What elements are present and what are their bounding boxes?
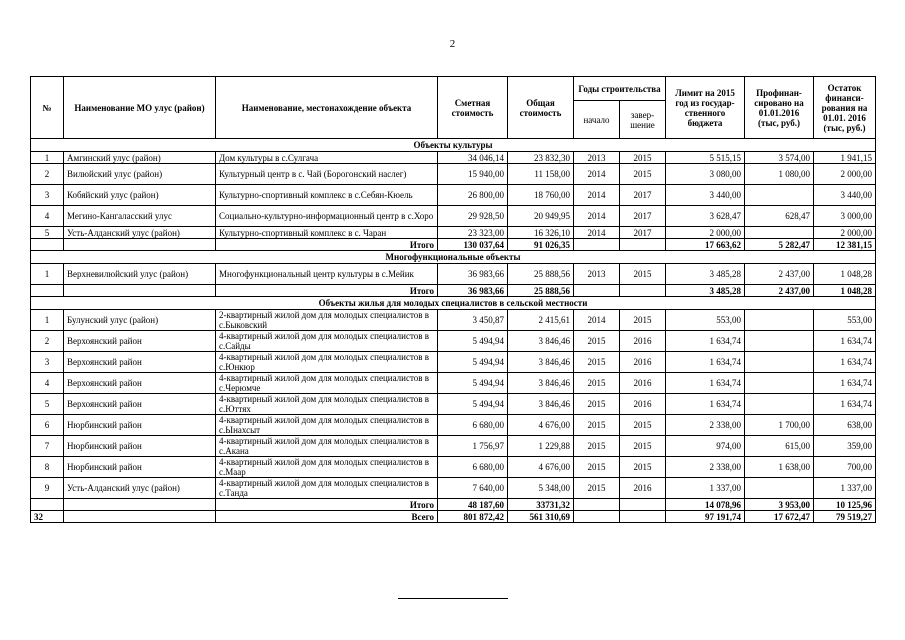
total-remainder: 10 125,96 <box>814 499 876 511</box>
row-mo: Верхоянский район <box>64 331 216 352</box>
row-prefinanced <box>745 478 814 499</box>
total-blank <box>31 239 64 251</box>
row-object: Культурно-спортивный комплекс в с. Чаран <box>216 227 438 239</box>
row-limit: 1 634,74 <box>666 394 745 415</box>
header-estimate: Сметная стоимость <box>438 77 508 139</box>
row-end-year: 2016 <box>620 331 666 352</box>
row-total-cost: 3 846,46 <box>508 352 574 373</box>
row-mo: Верхоянский район <box>64 373 216 394</box>
total-blank <box>64 499 216 511</box>
row-mo: Усть-Алданский улус (район) <box>64 478 216 499</box>
row-object: 4-квартирный жилой дом для молодых специалистов в с.Юттях <box>216 394 438 415</box>
header-end: завер-шение <box>620 101 666 139</box>
row-limit: 3 080,00 <box>666 164 745 185</box>
total-blank <box>620 511 666 523</box>
row-object: 4-квартирный жилой дом для молодых специалистов в с.Юнкюр <box>216 352 438 373</box>
row-remainder: 1 634,74 <box>814 394 876 415</box>
row-object: Многофункциональный центр культуры в с.Мейик <box>216 264 438 285</box>
row-total-cost: 11 158,00 <box>508 164 574 185</box>
row-prefinanced <box>745 310 814 331</box>
header-prefinanced: Профинан-сировано на 01.01.2016 (тыс, руб.) <box>745 77 814 139</box>
total-cost: 33731,32 <box>508 499 574 511</box>
total-limit: 14 078,96 <box>666 499 745 511</box>
total-blank <box>31 499 64 511</box>
grand-total-cost: 561 310,69 <box>508 511 574 523</box>
total-limit: 17 663,62 <box>666 239 745 251</box>
row-end-year: 2015 <box>620 264 666 285</box>
row-limit: 5 515,15 <box>666 152 745 164</box>
row-estimate: 7 640,00 <box>438 478 508 499</box>
row-mo: Булунский улус (район) <box>64 310 216 331</box>
total-blank <box>31 285 64 297</box>
header-total-cost: Общая стоимость <box>508 77 574 139</box>
row-estimate: 15 940,00 <box>438 164 508 185</box>
table-row <box>31 206 876 227</box>
grand-total-row <box>31 511 876 523</box>
table-row <box>31 478 876 499</box>
total-estimate: 36 983,66 <box>438 285 508 297</box>
total-remainder: 12 381,15 <box>814 239 876 251</box>
total-cost: 25 888,56 <box>508 285 574 297</box>
row-total-cost: 23 832,30 <box>508 152 574 164</box>
row-number: 9 <box>31 478 64 499</box>
row-start-year: 2014 <box>574 310 620 331</box>
row-mo: Кобяйский улус (район) <box>64 185 216 206</box>
row-end-year: 2017 <box>620 206 666 227</box>
grand-total-estimate: 801 872,42 <box>438 511 508 523</box>
row-estimate: 34 046,14 <box>438 152 508 164</box>
row-total-cost: 3 846,46 <box>508 331 574 352</box>
grand-total-label: Всего <box>216 511 438 523</box>
row-total-cost: 1 229,88 <box>508 436 574 457</box>
row-start-year: 2014 <box>574 206 620 227</box>
row-remainder: 1 634,74 <box>814 331 876 352</box>
row-start-year: 2014 <box>574 227 620 239</box>
row-prefinanced <box>745 227 814 239</box>
row-remainder: 638,00 <box>814 415 876 436</box>
row-limit: 1 337,00 <box>666 478 745 499</box>
row-prefinanced: 3 574,00 <box>745 152 814 164</box>
row-start-year: 2015 <box>574 457 620 478</box>
grand-total-remainder: 79 519,27 <box>814 511 876 523</box>
row-number: 2 <box>31 331 64 352</box>
row-object: 4-квартирный жилой дом для молодых специалистов в с.Акана <box>216 436 438 457</box>
row-total-cost: 4 676,00 <box>508 415 574 436</box>
row-number: 3 <box>31 185 64 206</box>
row-start-year: 2014 <box>574 185 620 206</box>
row-end-year: 2015 <box>620 152 666 164</box>
row-number: 1 <box>31 310 64 331</box>
row-object: 4-квартирный жилой дом для молодых специалистов в с.Сайды <box>216 331 438 352</box>
section-title-row <box>31 251 876 264</box>
row-total-cost: 5 348,00 <box>508 478 574 499</box>
total-cost: 91 026,35 <box>508 239 574 251</box>
row-start-year: 2015 <box>574 352 620 373</box>
total-label: Итого <box>216 239 438 251</box>
row-estimate: 36 983,66 <box>438 264 508 285</box>
row-remainder: 553,00 <box>814 310 876 331</box>
row-estimate: 6 680,00 <box>438 457 508 478</box>
total-prefinanced: 5 282,47 <box>745 239 814 251</box>
page-number: 2 <box>449 38 456 50</box>
total-prefinanced: 3 953,00 <box>745 499 814 511</box>
financing-table <box>30 76 876 523</box>
row-estimate: 1 756,97 <box>438 436 508 457</box>
row-estimate: 29 928,50 <box>438 206 508 227</box>
total-estimate: 48 187,60 <box>438 499 508 511</box>
row-estimate: 5 494,94 <box>438 373 508 394</box>
total-label: Итого <box>216 499 438 511</box>
row-number: 4 <box>31 206 64 227</box>
row-total-cost: 18 760,00 <box>508 185 574 206</box>
total-estimate: 130 037,64 <box>438 239 508 251</box>
row-limit: 1 634,74 <box>666 352 745 373</box>
row-estimate: 5 494,94 <box>438 352 508 373</box>
row-remainder: 1 941,15 <box>814 152 876 164</box>
row-end-year: 2015 <box>620 415 666 436</box>
row-remainder: 1 048,28 <box>814 264 876 285</box>
row-number: 6 <box>31 415 64 436</box>
row-number: 5 <box>31 394 64 415</box>
row-start-year: 2013 <box>574 264 620 285</box>
row-end-year: 2016 <box>620 352 666 373</box>
row-end-year: 2015 <box>620 164 666 185</box>
row-prefinanced <box>745 185 814 206</box>
table-row <box>31 373 876 394</box>
row-start-year: 2015 <box>574 373 620 394</box>
row-end-year: 2017 <box>620 227 666 239</box>
section-title: Многофункциональные объекты <box>31 251 876 264</box>
row-prefinanced <box>745 394 814 415</box>
row-estimate: 26 800,00 <box>438 185 508 206</box>
total-blank <box>574 499 620 511</box>
header-years: Годы строительства <box>574 77 666 101</box>
table-row <box>31 457 876 478</box>
table-row <box>31 310 876 331</box>
row-limit: 3 440,00 <box>666 185 745 206</box>
section-title: Объекты жилья для молодых специалистов в сельской местности <box>31 297 876 310</box>
row-limit: 2 338,00 <box>666 415 745 436</box>
row-number: 5 <box>31 227 64 239</box>
section-total-row <box>31 239 876 251</box>
row-total-cost: 25 888,56 <box>508 264 574 285</box>
header-mo: Наименование МО улус (район) <box>64 77 216 139</box>
row-estimate: 5 494,94 <box>438 394 508 415</box>
total-prefinanced: 2 437,00 <box>745 285 814 297</box>
table-row <box>31 331 876 352</box>
row-mo: Вилюйский улус (район) <box>64 164 216 185</box>
total-label: Итого <box>216 285 438 297</box>
total-blank <box>620 285 666 297</box>
row-limit: 1 634,74 <box>666 331 745 352</box>
row-limit: 2 000,00 <box>666 227 745 239</box>
row-start-year: 2015 <box>574 394 620 415</box>
row-object: 2-квартирный жилой дом для молодых специалистов в с.Быковский <box>216 310 438 331</box>
row-mo: Нюрбинский район <box>64 436 216 457</box>
table-row <box>31 185 876 206</box>
row-number: 4 <box>31 373 64 394</box>
total-blank <box>64 511 216 523</box>
grand-total-prefinanced: 17 672,47 <box>745 511 814 523</box>
row-prefinanced <box>745 352 814 373</box>
table-body <box>31 139 876 523</box>
row-total-cost: 3 846,46 <box>508 394 574 415</box>
row-object: 4-квартирный жилой дом для молодых специалистов в с.Ынахсыт <box>216 415 438 436</box>
row-estimate: 23 323,00 <box>438 227 508 239</box>
header-object: Наименование, местонахождение объекта <box>216 77 438 139</box>
row-estimate: 6 680,00 <box>438 415 508 436</box>
row-object: 4-квартирный жилой дом для молодых специалистов в с.Черюмче <box>216 373 438 394</box>
row-prefinanced: 1 080,00 <box>745 164 814 185</box>
total-limit: 3 485,28 <box>666 285 745 297</box>
row-number: 8 <box>31 457 64 478</box>
section-total-row <box>31 499 876 511</box>
row-mo: Нюрбинский район <box>64 457 216 478</box>
row-total-cost: 3 846,46 <box>508 373 574 394</box>
row-start-year: 2015 <box>574 415 620 436</box>
row-prefinanced: 1 700,00 <box>745 415 814 436</box>
row-mo: Верхневилюйский улус (район) <box>64 264 216 285</box>
row-limit: 3 485,28 <box>666 264 745 285</box>
row-end-year: 2015 <box>620 310 666 331</box>
row-estimate: 5 494,94 <box>438 331 508 352</box>
row-prefinanced <box>745 373 814 394</box>
row-start-year: 2013 <box>574 152 620 164</box>
row-limit: 2 338,00 <box>666 457 745 478</box>
row-remainder: 359,00 <box>814 436 876 457</box>
row-remainder: 1 634,74 <box>814 373 876 394</box>
section-title: Объекты культуры <box>31 139 876 152</box>
row-prefinanced: 628,47 <box>745 206 814 227</box>
row-object: Культурный центр в с. Чай (Борогонский наслег) <box>216 164 438 185</box>
section-total-row <box>31 285 876 297</box>
header-limit: Лимит на 2015 год из государ-ственного бюджета <box>666 77 745 139</box>
grand-total-count: 32 <box>31 511 64 523</box>
row-total-cost: 16 326,10 <box>508 227 574 239</box>
row-mo: Нюрбинский район <box>64 415 216 436</box>
row-number: 1 <box>31 152 64 164</box>
row-remainder: 2 000,00 <box>814 164 876 185</box>
row-mo: Усть-Алданский улус (район) <box>64 227 216 239</box>
total-blank <box>64 285 216 297</box>
row-start-year: 2014 <box>574 164 620 185</box>
total-blank <box>620 499 666 511</box>
row-end-year: 2016 <box>620 373 666 394</box>
row-prefinanced <box>745 331 814 352</box>
row-end-year: 2016 <box>620 478 666 499</box>
table-row <box>31 152 876 164</box>
header-start: начало <box>574 101 620 139</box>
row-object: Культурно-спортивный комплекс в с.Себян-Кюель <box>216 185 438 206</box>
row-object: 4-квартирный жилой дом для молодых специалистов в с.Танда <box>216 478 438 499</box>
row-total-cost: 4 676,00 <box>508 457 574 478</box>
row-limit: 1 634,74 <box>666 373 745 394</box>
row-remainder: 700,00 <box>814 457 876 478</box>
section-title-row <box>31 297 876 310</box>
row-start-year: 2015 <box>574 436 620 457</box>
row-total-cost: 20 949,95 <box>508 206 574 227</box>
table-row <box>31 352 876 373</box>
total-blank <box>574 239 620 251</box>
total-blank <box>574 285 620 297</box>
row-object: Дом культуры в с.Сулгача <box>216 152 438 164</box>
total-blank <box>574 511 620 523</box>
row-total-cost: 2 415,61 <box>508 310 574 331</box>
row-prefinanced: 2 437,00 <box>745 264 814 285</box>
total-remainder: 1 048,28 <box>814 285 876 297</box>
row-number: 2 <box>31 164 64 185</box>
row-object: Социально-культурно-информационный центр в с.Хоро <box>216 206 438 227</box>
header-num: № <box>31 77 64 139</box>
grand-total-limit: 97 191,74 <box>666 511 745 523</box>
row-end-year: 2015 <box>620 436 666 457</box>
row-end-year: 2016 <box>620 394 666 415</box>
row-start-year: 2015 <box>574 478 620 499</box>
row-remainder: 2 000,00 <box>814 227 876 239</box>
section-title-row <box>31 139 876 152</box>
row-number: 1 <box>31 264 64 285</box>
table-row <box>31 227 876 239</box>
total-blank <box>620 239 666 251</box>
table-row <box>31 264 876 285</box>
row-number: 7 <box>31 436 64 457</box>
row-limit: 3 628,47 <box>666 206 745 227</box>
row-prefinanced: 615,00 <box>745 436 814 457</box>
row-mo: Верхоянский район <box>64 352 216 373</box>
total-blank <box>64 239 216 251</box>
row-end-year: 2015 <box>620 457 666 478</box>
row-prefinanced: 1 638,00 <box>745 457 814 478</box>
row-remainder: 3 000,00 <box>814 206 876 227</box>
table-header <box>31 77 876 139</box>
header-remainder: Остаток финанси-рования на 01.01. 2016 (тыс, руб.) <box>814 77 876 139</box>
row-limit: 974,00 <box>666 436 745 457</box>
row-end-year: 2017 <box>620 185 666 206</box>
row-remainder: 1 337,00 <box>814 478 876 499</box>
row-object: 4-квартирный жилой дом для молодых специалистов в с.Мааp <box>216 457 438 478</box>
row-start-year: 2015 <box>574 331 620 352</box>
divider-line <box>398 598 508 599</box>
table-row <box>31 394 876 415</box>
row-remainder: 1 634,74 <box>814 352 876 373</box>
row-mo: Мегино-Кангаласский улус <box>64 206 216 227</box>
row-mo: Верхоянский район <box>64 394 216 415</box>
table-row <box>31 164 876 185</box>
row-estimate: 3 450,87 <box>438 310 508 331</box>
table-row <box>31 415 876 436</box>
row-number: 3 <box>31 352 64 373</box>
row-mo: Амгинский улус (район) <box>64 152 216 164</box>
row-limit: 553,00 <box>666 310 745 331</box>
row-remainder: 3 440,00 <box>814 185 876 206</box>
table-row <box>31 436 876 457</box>
